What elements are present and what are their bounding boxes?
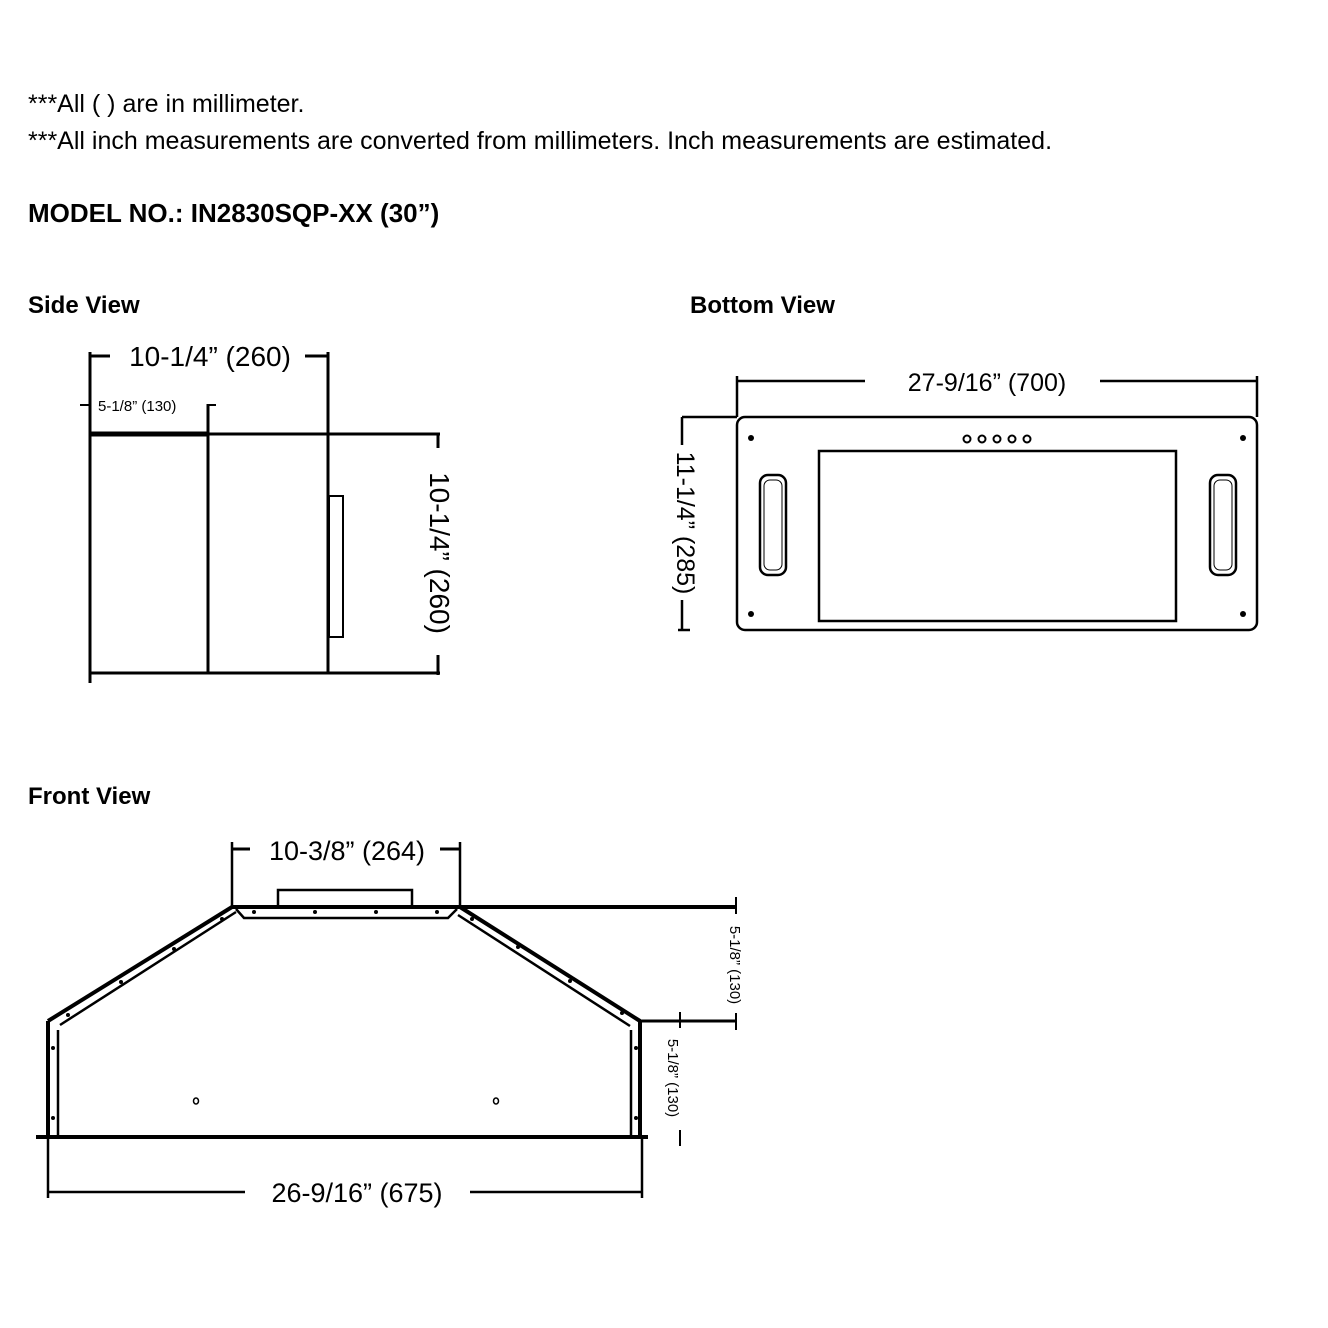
- note-conversion: ***All inch measurements are converted from millimeters. Inch measurements are estimated.: [28, 127, 1053, 155]
- bottom-view-label: Bottom View: [690, 292, 835, 319]
- front-view-drawing: [36, 836, 743, 1208]
- side-view-drawing: [80, 341, 455, 683]
- front-top-dimension: 10-3/8” (264): [268, 836, 426, 866]
- front-view-label: Front View: [28, 783, 151, 810]
- side-width-dimension: 10-1/4” (260): [129, 341, 291, 372]
- side-view-label: Side View: [28, 292, 140, 319]
- front-lower-height-dimension: 5-1/8” (130): [664, 1038, 681, 1118]
- front-width-dimension: 26-9/16” (675): [271, 1178, 443, 1208]
- control-buttons: [964, 436, 1031, 443]
- front-upper-height-dimension: 5-1/8” (130): [726, 925, 743, 1005]
- bottom-view-drawing: [671, 369, 1257, 630]
- bottom-depth-dimension: 11-1/4” (285): [671, 451, 699, 595]
- bottom-width-dimension: 27-9/16” (700): [907, 369, 1067, 397]
- note-millimeter: ***All ( ) are in millimeter.: [28, 90, 305, 118]
- model-title: MODEL NO.: IN2830SQP-XX (30”): [28, 198, 440, 228]
- side-partial-dimension: 5-1/8” (130): [98, 398, 177, 415]
- side-height-dimension: 10-1/4” (260): [424, 472, 455, 634]
